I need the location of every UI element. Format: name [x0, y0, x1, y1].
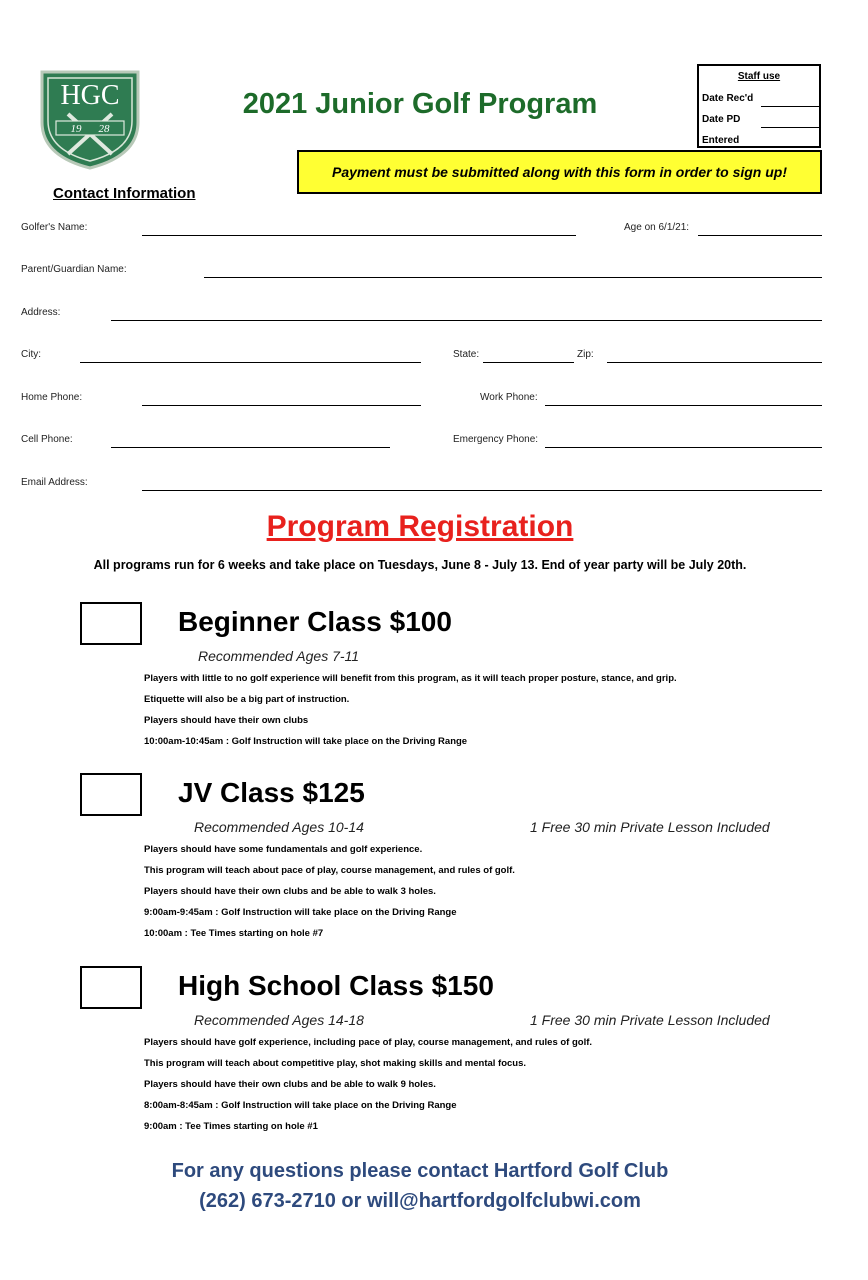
work-phone-label: Work Phone: [480, 392, 538, 403]
hgc-logo [38, 66, 142, 170]
high-school-ages: Recommended Ages 14-18 [194, 1012, 364, 1028]
high-school-desc-line: 8:00am-8:45am : Golf Instruction will take place on the Driving Range [144, 1100, 457, 1111]
staff-use-title: Staff use [737, 71, 781, 82]
high-school-desc-line: Players should have their own clubs and be able to walk 9 holes. [144, 1079, 436, 1090]
high-school-desc-line: 9:00am : Tee Times starting on hole #1 [144, 1121, 318, 1132]
age-label: Age on 6/1/21: [624, 222, 690, 233]
golfer-name-field[interactable] [142, 235, 576, 236]
registration-subtitle: All programs run for 6 weeks and take place on Tuesdays, June 8 - July 13. End of year party will be July 20th. [93, 558, 747, 572]
parent-name-label: Parent/Guardian Name: [21, 264, 127, 275]
contact-heading: Contact Information [53, 185, 196, 202]
beginner-desc-line: Players with little to no golf experience will benefit from this program, as it will teach proper posture, stance, and grip. [144, 673, 677, 684]
beginner-class-title: Beginner Class $100 [178, 606, 452, 637]
svg-text:HGC: HGC [60, 80, 120, 111]
svg-text:28: 28 [98, 123, 110, 135]
entered-label: Entered [702, 135, 740, 146]
jv-desc-line: Players should have some fundamentals and golf experience. [144, 844, 423, 855]
page-title: 2021 Junior Golf Program [242, 88, 598, 120]
cell-phone-label: Cell Phone: [21, 434, 73, 445]
high-school-class-title: High School Class $150 [178, 970, 494, 1001]
date-pd-label: Date PD [702, 114, 741, 125]
home-phone-label: Home Phone: [21, 392, 83, 403]
email-field[interactable] [142, 490, 822, 491]
date-recd-line[interactable] [761, 106, 819, 107]
state-field[interactable] [483, 362, 574, 363]
date-pd-line[interactable] [761, 127, 819, 128]
jv-lesson-note: 1 Free 30 min Private Lesson Included [530, 819, 770, 835]
high-school-checkbox[interactable] [80, 966, 142, 1009]
cell-phone-field[interactable] [111, 447, 390, 448]
zip-label: Zip: [577, 349, 594, 360]
address-field[interactable] [111, 320, 822, 321]
beginner-desc-line: Etiquette will also be a big part of instruction. [144, 694, 350, 705]
city-field[interactable] [80, 362, 421, 363]
work-phone-field[interactable] [545, 405, 822, 406]
jv-desc-line: This program will teach about pace of play, course management, and rules of golf. [144, 865, 515, 876]
high-school-lesson-note: 1 Free 30 min Private Lesson Included [530, 1012, 770, 1028]
beginner-desc-line: Players should have their own clubs [144, 715, 309, 726]
jv-desc-line: 9:00am-9:45am : Golf Instruction will take place on the Driving Range [144, 907, 457, 918]
age-field[interactable] [698, 235, 822, 236]
date-recd-label: Date Rec'd [702, 93, 754, 104]
payment-notice: Payment must be submitted along with this form in order to sign up! [297, 150, 822, 194]
jv-class-title: JV Class $125 [178, 777, 365, 808]
jv-desc-line: 10:00am : Tee Times starting on hole #7 [144, 928, 324, 939]
jv-desc-line: Players should have their own clubs and be able to walk 3 holes. [144, 886, 436, 897]
emergency-phone-field[interactable] [545, 447, 822, 448]
beginner-checkbox[interactable] [80, 602, 142, 645]
registration-title: Program Registration [266, 510, 574, 543]
footer-contact-line: For any questions please contact Hartford Golf Club [171, 1160, 669, 1182]
jv-checkbox[interactable] [80, 773, 142, 816]
svg-text:19: 19 [70, 123, 82, 135]
zip-field[interactable] [607, 362, 822, 363]
home-phone-field[interactable] [142, 405, 421, 406]
footer-phone-email: (262) 673-2710 or will@hartfordgolfclubwi.com [199, 1190, 641, 1212]
city-label: City: [21, 349, 41, 360]
staff-use-box [697, 64, 821, 148]
email-label: Email Address: [21, 477, 88, 488]
beginner-ages: Recommended Ages 7-11 [198, 648, 360, 664]
high-school-desc-line: This program will teach about competitive play, shot making skills and mental focus. [144, 1058, 527, 1069]
emergency-phone-label: Emergency Phone: [453, 434, 539, 445]
beginner-desc-line: 10:00am-10:45am : Golf Instruction will take place on the Driving Range [144, 736, 468, 747]
state-label: State: [453, 349, 480, 360]
parent-name-field[interactable] [204, 277, 822, 278]
jv-ages: Recommended Ages 10-14 [194, 819, 364, 835]
address-label: Address: [21, 307, 61, 318]
golfer-name-label: Golfer's Name: [21, 222, 88, 233]
high-school-desc-line: Players should have golf experience, including pace of play, course management, and rules of golf. [144, 1037, 593, 1048]
